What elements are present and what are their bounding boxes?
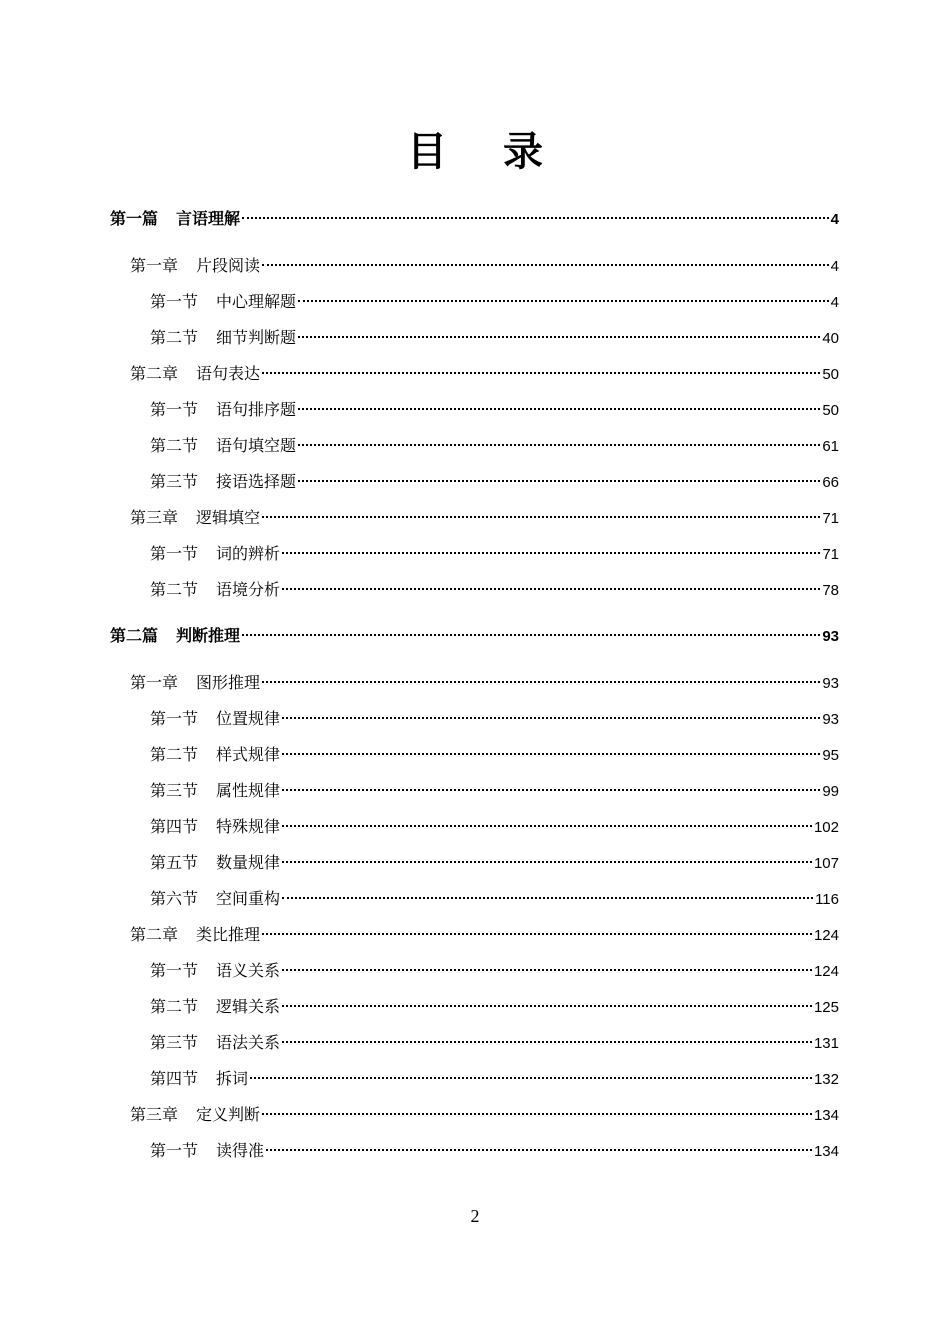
toc-entry-title: 言语理解 bbox=[176, 209, 241, 228]
toc-entry-page: 93 bbox=[822, 628, 839, 645]
dot-leader bbox=[282, 861, 812, 863]
toc-entry-title: 片段阅读 bbox=[196, 256, 261, 275]
toc-section[interactable] bbox=[150, 1068, 839, 1091]
page-title: 目录 bbox=[407, 129, 599, 175]
dot-leader bbox=[282, 1005, 812, 1007]
toc-part[interactable] bbox=[110, 625, 839, 648]
toc-section[interactable] bbox=[150, 543, 839, 566]
toc-section[interactable] bbox=[150, 780, 839, 803]
toc-entry-page: 50 bbox=[822, 402, 839, 419]
toc-entry-label: 第一节 bbox=[150, 292, 199, 311]
toc-chapter[interactable] bbox=[130, 363, 839, 386]
toc-entry-page: 124 bbox=[813, 963, 839, 980]
dot-leader bbox=[242, 634, 820, 636]
dot-leader bbox=[282, 753, 820, 755]
toc-entry-label: 第一章 bbox=[130, 256, 179, 275]
dot-leader bbox=[262, 516, 820, 518]
toc-entry-label: 第四节 bbox=[150, 1069, 199, 1088]
dot-leader bbox=[266, 1149, 812, 1151]
toc-entry-page: 4 bbox=[830, 211, 839, 228]
toc-entry-page: 124 bbox=[813, 927, 839, 944]
toc-chapter[interactable] bbox=[130, 1104, 839, 1127]
toc-entry-title: 逻辑关系 bbox=[216, 997, 281, 1016]
toc-section[interactable] bbox=[150, 327, 839, 350]
dot-leader bbox=[298, 480, 820, 482]
dot-leader bbox=[282, 969, 812, 971]
toc-section[interactable] bbox=[150, 888, 839, 911]
toc-entry-label: 第二节 bbox=[150, 745, 199, 764]
toc-part[interactable] bbox=[110, 208, 839, 231]
dot-leader bbox=[298, 408, 820, 410]
toc-entry-title: 属性规律 bbox=[216, 781, 281, 800]
toc-entry-label: 第二节 bbox=[150, 328, 199, 347]
toc-section[interactable] bbox=[150, 1032, 839, 1055]
dot-leader bbox=[282, 897, 813, 899]
toc-entry-title: 语义关系 bbox=[216, 961, 281, 980]
toc-section[interactable] bbox=[150, 435, 839, 458]
toc-entry-title: 细节判断题 bbox=[216, 328, 297, 347]
toc-entry-page: 99 bbox=[822, 783, 839, 800]
toc-entry-page: 40 bbox=[822, 330, 839, 347]
toc-entry-page: 95 bbox=[822, 747, 839, 764]
toc-entry-page: 102 bbox=[813, 819, 839, 836]
toc-entry-title: 空间重构 bbox=[216, 889, 281, 908]
toc-entry-label: 第三章 bbox=[130, 508, 179, 527]
dot-leader bbox=[250, 1077, 812, 1079]
toc-entry-title: 特殊规律 bbox=[216, 817, 281, 836]
page-number: 2 bbox=[470, 1206, 480, 1226]
toc-entry-label: 第二节 bbox=[150, 997, 199, 1016]
toc-entry-title: 语句填空题 bbox=[216, 436, 297, 455]
dot-leader bbox=[282, 717, 820, 719]
toc-entry-title: 语境分析 bbox=[216, 580, 281, 599]
toc-entry-title: 拆词 bbox=[216, 1069, 249, 1088]
toc-section[interactable] bbox=[150, 1140, 839, 1163]
toc-entry-title: 语句排序题 bbox=[216, 400, 297, 419]
dot-leader bbox=[282, 789, 820, 791]
toc-section[interactable] bbox=[150, 816, 839, 839]
toc-entry-label: 第一节 bbox=[150, 400, 199, 419]
dot-leader bbox=[298, 300, 829, 302]
toc-entry-title: 图形推理 bbox=[196, 673, 261, 692]
toc-entry-label: 第三章 bbox=[130, 1105, 179, 1124]
toc-entry-page: 134 bbox=[813, 1143, 839, 1160]
toc-chapter[interactable] bbox=[130, 255, 839, 278]
dot-leader bbox=[298, 336, 820, 338]
toc-entry-page: 131 bbox=[813, 1035, 839, 1052]
dot-leader bbox=[262, 1113, 812, 1115]
toc-entry-label: 第二章 bbox=[130, 364, 179, 383]
toc-entry-label: 第二节 bbox=[150, 580, 199, 599]
toc-entry-label: 第一节 bbox=[150, 709, 199, 728]
toc-entry-page: 71 bbox=[822, 510, 839, 527]
toc-entry-label: 第二章 bbox=[130, 925, 179, 944]
toc-entry-title: 语法关系 bbox=[216, 1033, 281, 1052]
toc-entry-page: 50 bbox=[822, 366, 839, 383]
toc-entry-label: 第一篇 bbox=[110, 209, 159, 228]
toc-entry-page: 71 bbox=[822, 546, 839, 563]
toc-entry-page: 134 bbox=[813, 1107, 839, 1124]
toc-entry-title: 类比推理 bbox=[196, 925, 261, 944]
toc-chapter[interactable] bbox=[130, 507, 839, 530]
dot-leader bbox=[282, 588, 820, 590]
toc-section[interactable] bbox=[150, 852, 839, 875]
toc-entry-page: 107 bbox=[813, 855, 839, 872]
toc-entry-title: 定义判断 bbox=[196, 1105, 261, 1124]
toc-section[interactable] bbox=[150, 996, 839, 1019]
toc-entry-title: 位置规律 bbox=[216, 709, 281, 728]
dot-leader bbox=[262, 933, 812, 935]
toc-entry-page: 61 bbox=[822, 438, 839, 455]
toc-entry-title: 数量规律 bbox=[216, 853, 281, 872]
toc-entry-label: 第一节 bbox=[150, 961, 199, 980]
toc-section[interactable] bbox=[150, 744, 839, 767]
dot-leader bbox=[282, 825, 812, 827]
toc-entry-title: 判断推理 bbox=[176, 626, 241, 645]
toc-entry-label: 第二篇 bbox=[110, 626, 159, 645]
toc-section[interactable] bbox=[150, 291, 839, 314]
toc-chapter[interactable] bbox=[130, 672, 839, 695]
dot-leader bbox=[242, 217, 829, 219]
toc-entry-title: 中心理解题 bbox=[216, 292, 297, 311]
toc-entry-page: 93 bbox=[822, 675, 839, 692]
toc-entry-label: 第三节 bbox=[150, 781, 199, 800]
toc-section[interactable] bbox=[150, 399, 839, 422]
toc-entry-page: 93 bbox=[822, 711, 839, 728]
dot-leader bbox=[262, 264, 829, 266]
toc-entry-title: 样式规律 bbox=[216, 745, 281, 764]
toc-entry-page: 125 bbox=[813, 999, 839, 1016]
dot-leader bbox=[262, 681, 820, 683]
toc-entry-page: 4 bbox=[830, 258, 839, 275]
toc-entry-label: 第二节 bbox=[150, 436, 199, 455]
toc-entry-label: 第三节 bbox=[150, 472, 199, 491]
toc-entry-label: 第六节 bbox=[150, 889, 199, 908]
toc-entry-page: 78 bbox=[822, 582, 839, 599]
toc-entry-title: 逻辑填空 bbox=[196, 508, 261, 527]
dot-leader bbox=[262, 372, 820, 374]
toc-entry-page: 116 bbox=[815, 891, 839, 908]
dot-leader bbox=[282, 552, 820, 554]
toc-section[interactable] bbox=[150, 708, 839, 731]
toc-entry-label: 第一节 bbox=[150, 544, 199, 563]
toc-entry-label: 第一章 bbox=[130, 673, 179, 692]
toc-entry-label: 第三节 bbox=[150, 1033, 199, 1052]
toc-entry-title: 读得准 bbox=[216, 1141, 265, 1160]
dot-leader bbox=[282, 1041, 812, 1043]
toc-entry-title: 接语选择题 bbox=[216, 472, 297, 491]
toc-entry-title: 语句表达 bbox=[196, 364, 261, 383]
toc-entry-label: 第五节 bbox=[150, 853, 199, 872]
toc-entry-page: 66 bbox=[822, 474, 839, 491]
toc-entry-page: 4 bbox=[830, 294, 839, 311]
dot-leader bbox=[298, 444, 820, 446]
toc-entry-label: 第四节 bbox=[150, 817, 199, 836]
toc-section[interactable] bbox=[150, 579, 839, 602]
toc-section[interactable] bbox=[150, 960, 839, 983]
toc-entry-page: 132 bbox=[813, 1071, 839, 1088]
toc-entry-label: 第一节 bbox=[150, 1141, 199, 1160]
toc-section[interactable] bbox=[150, 471, 839, 494]
toc-chapter[interactable] bbox=[130, 924, 839, 947]
toc-entry-title: 词的辨析 bbox=[216, 544, 281, 563]
